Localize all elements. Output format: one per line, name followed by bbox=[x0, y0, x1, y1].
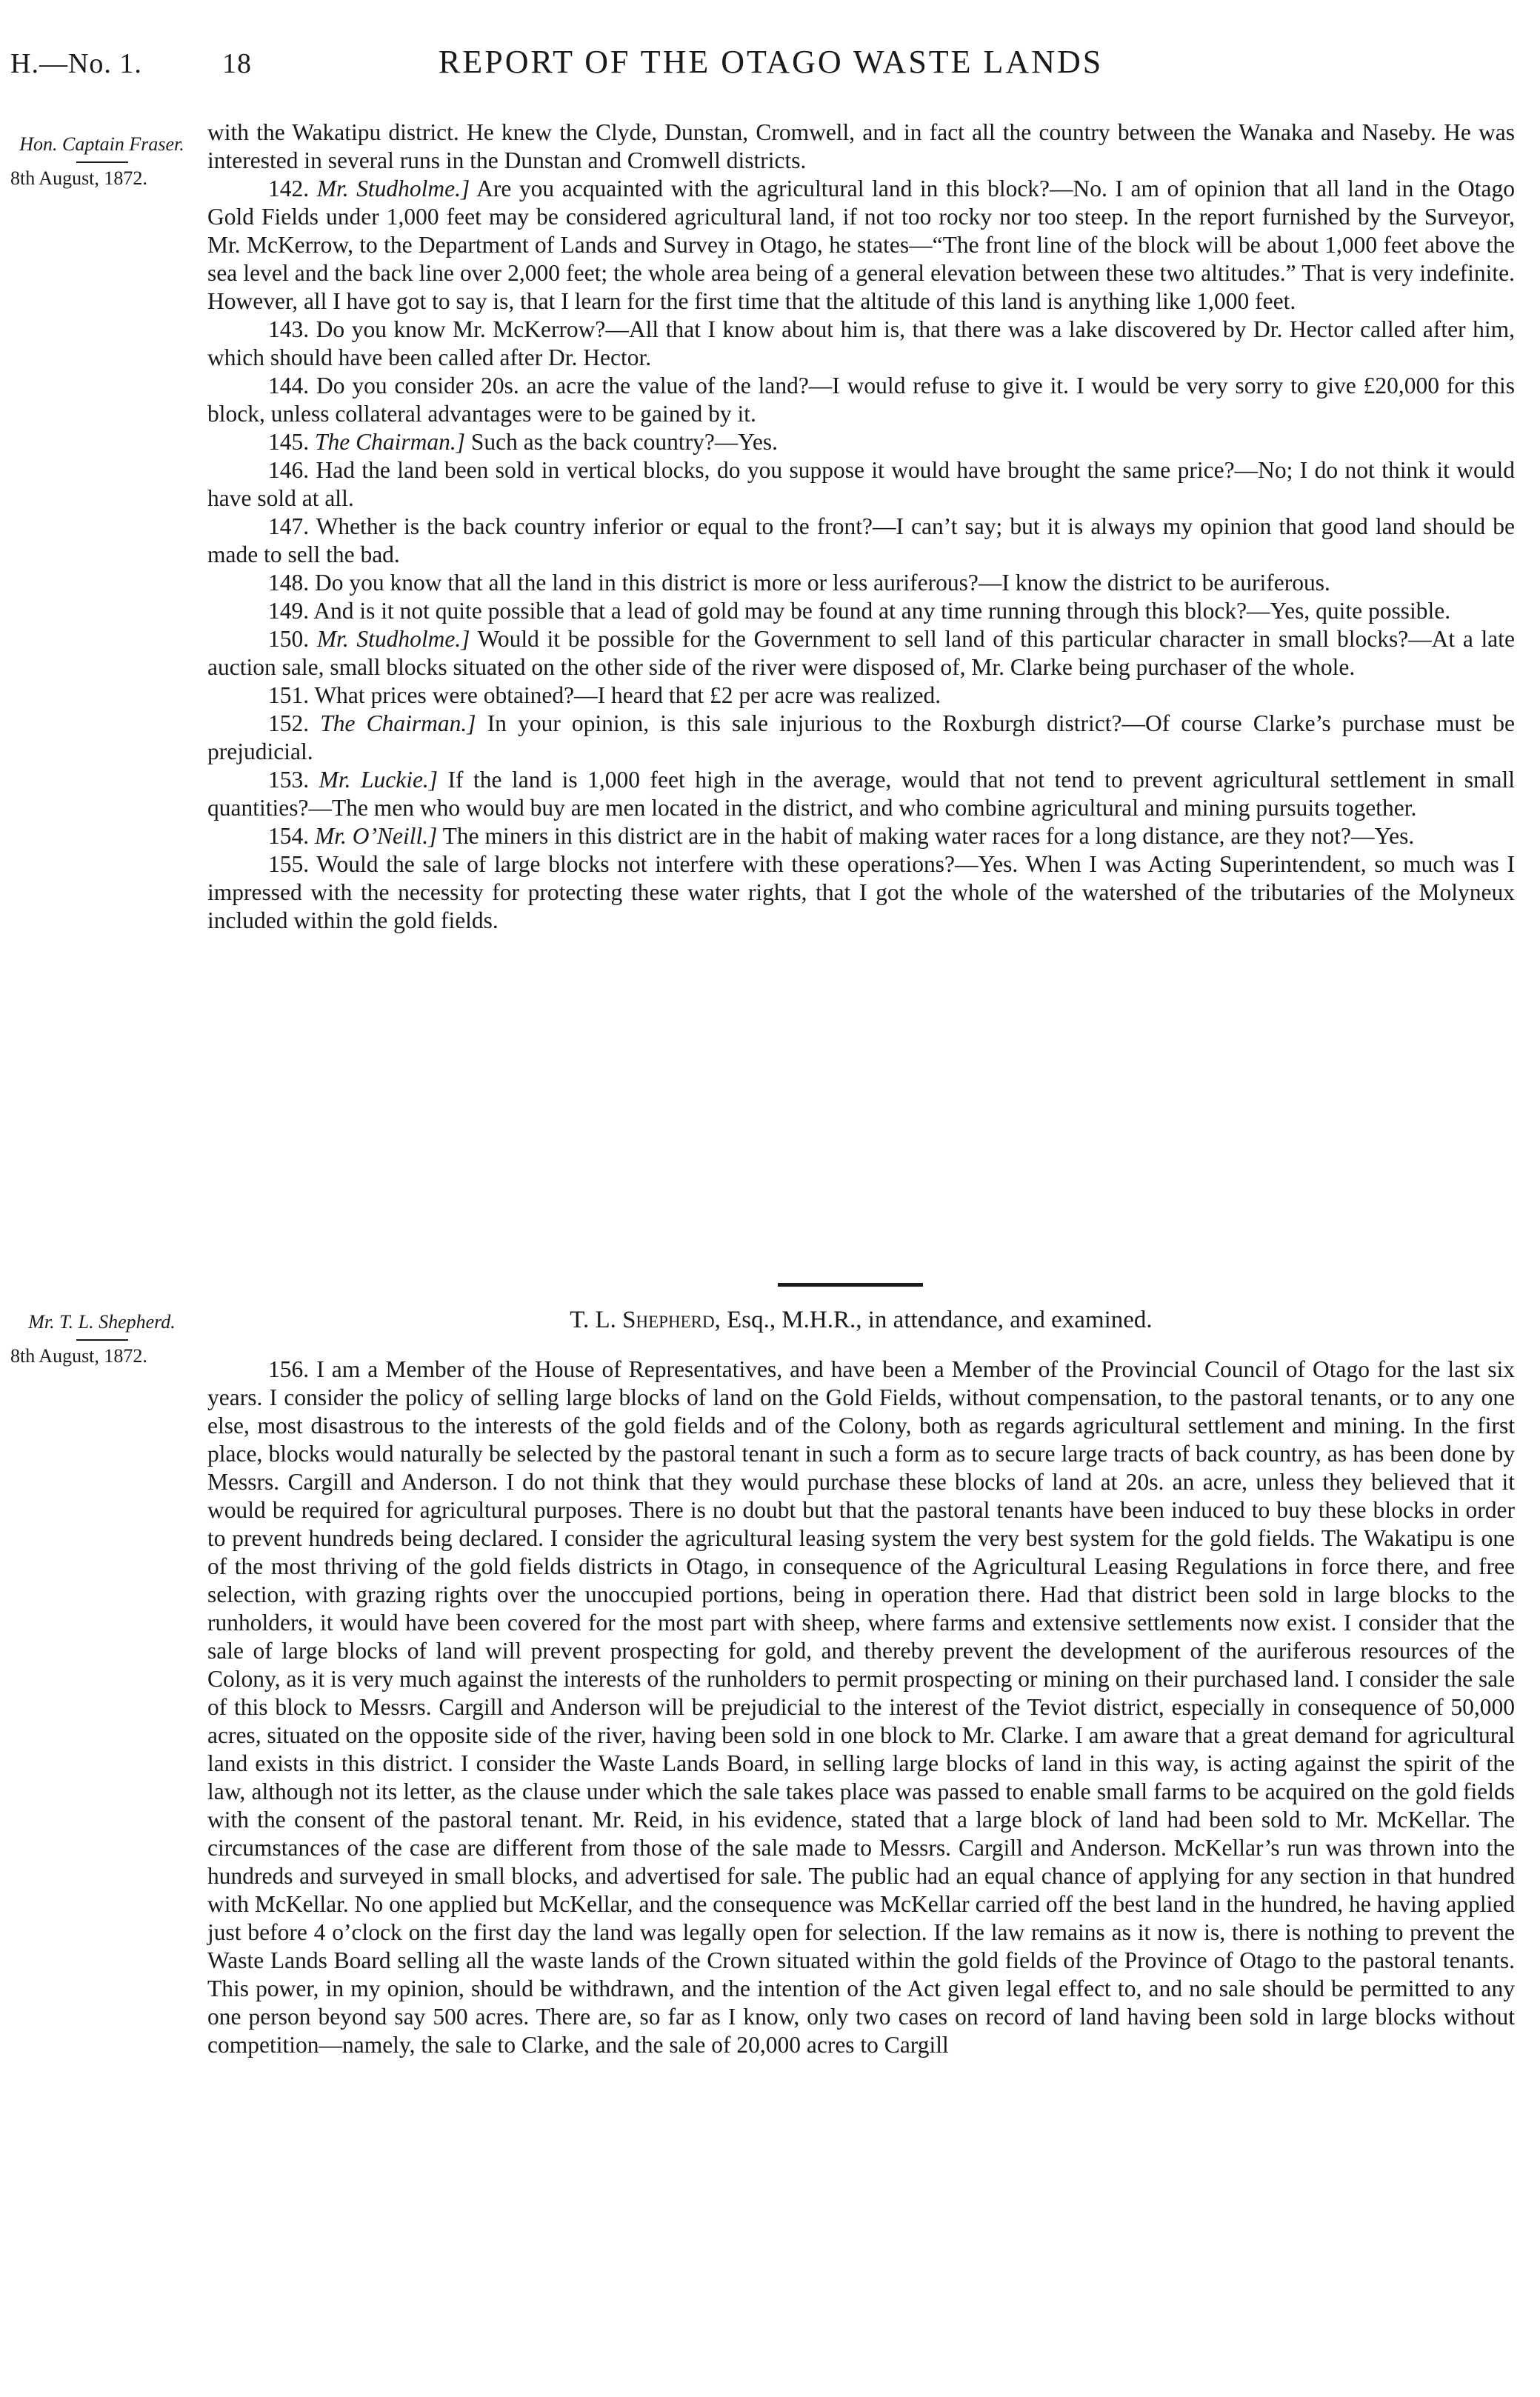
question-number: 153. bbox=[268, 767, 310, 793]
paragraph bbox=[207, 850, 1515, 935]
witness-heading bbox=[207, 1305, 1515, 1335]
margin-note-rule bbox=[76, 161, 128, 163]
paragraph bbox=[207, 428, 1515, 456]
paragraph bbox=[207, 766, 1515, 822]
margin-note-date: 8th August, 1872. bbox=[10, 167, 147, 189]
paragraph-text: In your opinion, is this sale injurious to the Roxburgh district?—Of course Clarke’s purchase must be prejudicial. bbox=[207, 710, 1516, 764]
question-number: 146. bbox=[268, 457, 310, 483]
margin-note-rule bbox=[76, 1339, 128, 1341]
paragraph-text: Whether is the back country inferior or equal to the front?—I can’t say; but it is always my opinion that good land should be made to sell the bad. bbox=[207, 513, 1515, 567]
margin-note-date: 8th August, 1872. bbox=[10, 1345, 147, 1367]
paragraph-text: Do you consider 20s. an acre the value of the land?—I would refuse to give it. I would be very sorry to give £20,000 for this block, unless collateral advantages were to be gained by it. bbox=[207, 373, 1515, 427]
paragraph-text: If the land is 1,000 feet high in the average, would that not tend to prevent agricultural settlement in small quantities?—The men who would buy are men located in the district, and who combine agricultural and mining pursuits together. bbox=[207, 767, 1516, 821]
testimony-section-fraser bbox=[207, 119, 1515, 935]
paragraph bbox=[207, 513, 1515, 569]
question-number: 151. bbox=[268, 682, 310, 708]
page-title: REPORT OF THE OTAGO WASTE LANDS bbox=[439, 44, 1104, 80]
paragraph-text: Do you know that all the land in this district is more or less auriferous?—I know the district to be auriferous. bbox=[315, 570, 1330, 596]
paragraph-text: Such as the back country?—Yes. bbox=[465, 429, 779, 455]
witness-heading-rest: , Esq., M.H.R., in attendance, and examined. bbox=[714, 1307, 1153, 1333]
question-number: 156. bbox=[268, 1356, 310, 1382]
paragraph-text: Had the land been sold in vertical blocks, do you suppose it would have brought the same price?—No; I do not think it would have sold at all. bbox=[207, 457, 1515, 511]
question-number: 147. bbox=[268, 513, 310, 539]
paragraph bbox=[207, 372, 1515, 428]
paragraph-text: And is it not quite possible that a lead of gold may be found at any time running through this block?—Yes, quite possible. bbox=[313, 598, 1451, 624]
paragraph-text: Are you acquainted with the agricultural land in this block?—No. I am of opinion that all land in the Otago Gold Fields under 1,000 feet may be considered agricultural land, if not too rocky nor too steep. In the report furnished by the Surveyor, Mr. McKerrow, to the Department of Lands and Survey in Otago, he states—“The front line of the block will be about 1,000 feet above the sea level and the back line over 2,000 feet; the whole area being of a general elevation between these two altitudes.” That is very indefinite. However, all I have got to say is, that I learn for the first time that the altitude of this land is anything like 1,000 feet. bbox=[207, 176, 1516, 314]
paragraph-text: What prices were obtained?—I heard that £2 per acre was realized. bbox=[314, 682, 941, 708]
question-number: 143. bbox=[268, 316, 310, 342]
question-number: 150. bbox=[268, 626, 310, 652]
speaker-name: Mr. Studholme.] bbox=[316, 176, 470, 201]
page-header bbox=[10, 43, 1521, 87]
question-number: 154. bbox=[268, 823, 310, 849]
question-number: 144. bbox=[268, 373, 310, 399]
testimony-section-shepherd bbox=[207, 1356, 1515, 2059]
paragraph-text: Would the sale of large blocks not interfere with these operations?—Yes. When I was Acting Superintendent, so much was I impressed with the necessity for protecting these water rights, that I got the whole of the watershed of the tributaries of the Molyneux included within the gold fields. bbox=[207, 851, 1515, 933]
question-number: 152. bbox=[268, 710, 310, 736]
paragraph bbox=[207, 456, 1515, 513]
question-number: 142. bbox=[268, 176, 310, 201]
margin-note-shepherd bbox=[7, 1311, 196, 1367]
page-number: 18 bbox=[222, 48, 252, 79]
paragraph bbox=[207, 569, 1515, 597]
document-reference: H.—No. 1. bbox=[10, 48, 142, 79]
speaker-name: Mr. O’Neill.] bbox=[315, 823, 438, 849]
margin-note-name: Mr. T. L. Shepherd. bbox=[28, 1311, 176, 1333]
paragraph-text: I am a Member of the House of Representatives, and have been a Member of the Provincial Council of Otago for the last six years. I consider the policy of selling large blocks of land on the Gold Fields, without compensation, to the pastoral tenants, or to any one else, most disastrous to the interests of the gold fields and of the Colony, both as regards agricultural settlement and mining. In the first place, blocks would naturally be selected by the pastoral tenant in such a form as to secure large tracts of back country, as has been done by Messrs. Cargill and Anderson. I do not think that they would purchase these blocks of land at 20s. an acre, unless they believed that it would be required for agricultural purposes. There is no doubt but that the pastoral tenants have been induced to buy these blocks in order to prevent hundreds being declared. I consider the agricultural leasing system the very best system for the gold fields. The Wakatipu is one of the most thriving of the gold fields districts in Otago, in consequence of the Agricultural Leasing Regulations in force there, and free selection, with grazing rights over the unoccupied portions, being in operation there. Had that district been sold in large blocks to the runholders, it would have been covered for the most part with sheep, where farms and extensive settlements now exist. I consider that the sale of large blocks of land will prevent prospecting for gold, and thereby prevent the development of the auriferous resources of the Colony, as it is very much against the interests of the runholders to permit prospecting or mining on their purchased land. I consider the sale of this block to Messrs. Cargill and Anderson will be prejudicial to the interest of the Teviot district, especially in consequence of 50,000 acres, situated on the opposite side of the river, having been sold in one block to Mr. Clarke. I am aware that a great demand for agricultural land exists in this district. I consider the Waste Lands Board, in selling large blocks of land in this way, is acting against the spirit of the law, although not its letter, as the clause under which the sale takes place was passed to enable small farms to be acquired on the gold fields with the consent of the pastoral tenant. Mr. Reid, in his evidence, stated that a large block of land had been sold to Mr. McKellar. The circumstances of the case are different from those of the sale made to Messrs. Cargill and Anderson. McKellar’s run was thrown into the hundreds and surveyed in small blocks, and advertised for sale. The public had an equal chance of applying for any section in that hundred with McKellar. No one applied but McKellar, and the consequence was McKellar carried off the best land in the hundred, he having applied just before 4 o’clock on the first day the land was legally open for selection. If the law remains as it now is, there is nothing to prevent the Waste Lands Board selling all the waste lands of the Crown situated within the gold fields of the Province of Otago to the pastoral tenants. This power, in my opinion, should be withdrawn, and the intention of the Act given legal effect to, and no sale should be permitted to any one person beyond say 500 acres. There are, so far as I know, only two cases on record of land having been sold in large blocks without competition—namely, the sale to Clarke, and the sale of 20,000 acres to Cargill bbox=[207, 1356, 1515, 2058]
speaker-name: The Chairman.] bbox=[320, 710, 476, 736]
paragraph bbox=[207, 710, 1515, 766]
question-number: 148. bbox=[268, 570, 310, 596]
question-number: 155. bbox=[268, 851, 310, 877]
paragraph-text: The miners in this district are in the habit of making water races for a long distance, are they not?—Yes. bbox=[437, 823, 1415, 849]
witness-name: T. L. Shepherd bbox=[570, 1307, 715, 1333]
paragraph-text: Do you know Mr. McKerrow?—All that I know about him is, that there was a lake discovered by Dr. Hector called after him, which should have been called after Dr. Hector. bbox=[207, 316, 1515, 370]
margin-note-fraser bbox=[7, 133, 196, 190]
paragraph-text: with the Wakatipu district. He knew the Clyde, Dunstan, Cromwell, and in fact all the country between the Wanaka and Naseby. He was interested in several runs in the Dunstan and Cromwell districts. bbox=[207, 119, 1515, 173]
section-separator bbox=[778, 1283, 923, 1287]
speaker-name: The Chairman.] bbox=[315, 429, 466, 455]
question-number: 149. bbox=[268, 598, 310, 624]
paragraph bbox=[207, 681, 1515, 710]
paragraph bbox=[207, 316, 1515, 372]
paragraph bbox=[207, 625, 1515, 681]
paragraph bbox=[207, 822, 1515, 850]
paragraph bbox=[207, 119, 1515, 175]
question-number: 145. bbox=[268, 429, 310, 455]
paragraph-text: Would it be possible for the Government to sell land of this particular character in small blocks?—At a late auction sale, small blocks situated on the other side of the river were disposed of, Mr. Clarke being purchaser of the whole. bbox=[207, 626, 1515, 680]
paragraph bbox=[207, 597, 1515, 625]
paragraph bbox=[207, 175, 1515, 316]
speaker-name: Mr. Studholme.] bbox=[316, 626, 470, 652]
paragraph bbox=[207, 1356, 1515, 2059]
speaker-name: Mr. Luckie.] bbox=[319, 767, 439, 793]
margin-note-name: Hon. Captain Fraser. bbox=[19, 133, 184, 155]
